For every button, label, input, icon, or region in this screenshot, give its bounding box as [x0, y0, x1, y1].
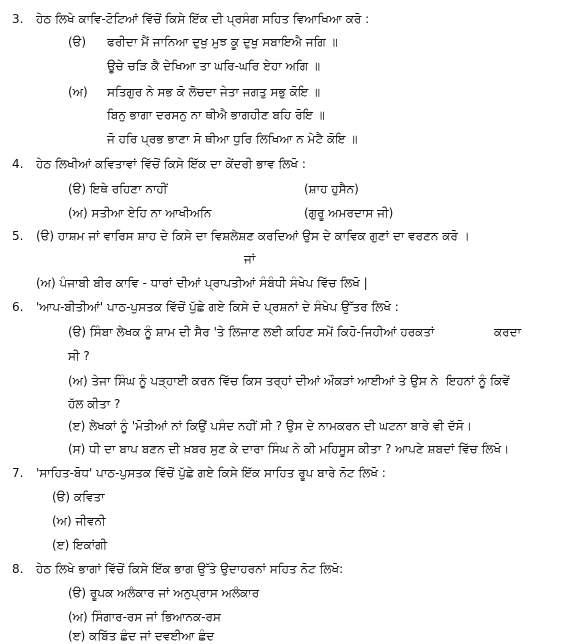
q4-a-author: (ਸ਼ਾਹ ਹੁਸੈਨ)	[304, 182, 359, 196]
q5-number: 5.	[12, 229, 24, 243]
q6-b-line-1-end: ਇਹਨਾਂ ਨੂੰ ਕਿਵੇਂ	[446, 374, 510, 388]
q8-option-b: (ਅ) ਸਿੰਗਾਰ-ਰਸ ਜਾਂ ਭਿਆਨਕ-ਰਸ	[68, 610, 221, 624]
q4-b-author: (ਗੁਰੂ ਅਮਰਦਾਸ ਜੀ)	[304, 206, 394, 220]
q6-d-line: (ਸ) ਧੀ ਦਾ ਬਾਪ ਬਣਨ ਦੀ ਖ਼ਬਰ ਸੁਣ ਕੇ ਦਾਰਾ ਸਿੰਘ ਨੇ ਕੀ ਮਹਿਸੂਸ ਕੀਤਾ ? ਆਪਣੇ ਸ਼ਬਦਾਂ ਵਿੱਚ ਲਿਖੋ।	[68, 442, 510, 456]
q4-a-title: (ੳ) ਇਥੇ ਰਹਿਣਾ ਨਾਹੀਂ	[68, 182, 168, 196]
q8-number: 8.	[12, 562, 24, 576]
q6-a-line-2: ਸੀ ?	[68, 349, 90, 363]
q3-a-verse-line-1: ਫਰੀਦਾ ਮੈਂ ਜਾਨਿਆ ਦੁਖੁ ਮੁਝ ਕੂ ਦੁਖੁ ਸਬਾਇਐ ਜਗਿ ॥	[107, 35, 338, 49]
q3-number: 3.	[12, 12, 24, 26]
q6-b-line-1: (ਅ) ਤੇਜਾ ਸਿੰਘ ਨੂੰ ਪੜ੍ਹਾਈ ਕਰਨ ਵਿੱਚ ਕਿਸ ਤਰ੍ਹਾਂ ਦੀਆਂ ਔਕੜਾਂ ਆਈਆਂ ਤੇ ਉਸ ਨੇ	[68, 374, 439, 388]
q3-a-verse-line-2: ਊਚੇ ਚੜਿ ਕੈ ਦੇਖਿਆ ਤਾ ਘਰਿ-ਘਰਿ ਏਹਾ ਅਗਿ ॥	[107, 59, 321, 73]
q3-b-marker: (ਅ)	[68, 85, 88, 99]
q7-number: 7.	[12, 466, 24, 480]
q6-a-line-1: (ੳ) ਸਿੰਬਾ ਲੇਖਕ ਨੂੰ ਸ਼ਾਮ ਦੀ ਸੈਰ 'ਤੇ ਲਿਜਾਣ ਲਈ ਕਹਿਣ ਸਮੇਂ ਕਿਹੋ-ਜਿਹੀਆਂ ਹਰਕਤਾਂ	[68, 325, 435, 339]
q5-option-b: (ਅ) ਪੰਜਾਬੀ ਬੀਰ ਕਾਵਿ - ਧਾਰਾਂ ਦੀਆਂ ਪ੍ਰਾਪਤੀਆਂ ਸੰਬੰਧੀ ਸੰਖੇਪ ਵਿੱਚ ਲਿਖੋ |	[36, 276, 368, 290]
q3-b-verse-line-1: ਸਤਿਗੁਰ ਨੇ ਸਭ ਕੋ ਲੋਚਦਾ ਜੇਤਾ ਜਗਤੁ ਸਭੁ ਕੋਇ ॥	[107, 85, 321, 99]
q7-option-a: (ੳ) ਕਵਿਤਾ	[52, 490, 105, 504]
q6-a-line-1-end: ਕਰਦਾ	[494, 325, 522, 339]
q7-prompt: 'ਸਾਹਿਤ-ਬੋਧ' ਪਾਠ-ਪੁਸਤਕ ਵਿੱਚੋਂ ਪੁੱਛੇ ਗਏ ਕਿਸੇ ਇੱਕ ਸਾਹਿਤ ਰੂਪ ਬਾਰੇ ਨੋਟ ਲਿਖੋ :	[36, 466, 386, 480]
q7-option-c: (ੲ) ਇਕਾਂਗੀ	[52, 538, 108, 552]
q6-c-line: (ੲ) ਲੇਖਕਾਂ ਨੂੰ 'ਮੋਤੀਆਂ ਨਾਂ ਕਿਉਂ ਪਸੰਦ ਨਹੀਂ ਸੀ ? ਉਸ ਦੇ ਨਾਮਕਰਨ ਦੀ ਘਟਨਾ ਬਾਰੇ ਵੀ ਦੱਸੋ।	[68, 419, 472, 433]
q8-option-c: (ੲ) ਕਬਿੱਤ ਛੰਦ ਜਾਂ ਦਵਈਆ ਛੰਦ	[68, 629, 215, 643]
q3-prompt: ਹੇਠ ਲਿਖੇ ਕਾਵਿ-ਟੋਟਿਆਂ ਵਿੱਚੋਂ ਕਿਸੇ ਇੱਕ ਦੀ ਪ੍ਰਸੰਗ ਸਹਿਤ ਵਿਆਖਿਆ ਕਰੋ :	[36, 12, 370, 26]
q4-number: 4.	[12, 157, 24, 171]
q3-a-marker: (ੳ)	[68, 35, 87, 49]
q7-option-b: (ਅ) ਜੀਵਨੀ	[52, 514, 106, 528]
q8-prompt: ਹੇਠ ਲਿਖੇ ਭਾਗਾਂ ਵਿੱਚੋਂ ਕਿਸੇ ਇੱਕ ਭਾਗ ਉੱਤੇ ਉਦਾਹਰਨਾਂ ਸਹਿਤ ਨੋਟ ਲਿਖੋ:	[36, 562, 344, 576]
q5-or-separator: ਜਾਂ	[244, 252, 256, 266]
q6-prompt: 'ਆਪ-ਬੀਤੀਆਂ' ਪਾਠ-ਪੁਸਤਕ ਵਿੱਚੋਂ ਪੁੱਛੇ ਗਏ ਕਿਸੇ ਦੋ ਪ੍ਰਸ਼ਨਾਂ ਦੇ ਸੰਖੇਪ ਉੱਤਰ ਲਿਖੋ :	[36, 300, 399, 314]
q3-b-verse-line-3: ਜੋ ਹਰਿ ਪ੍ਰਭ ਭਾਣਾ ਸੋ ਥੀਆ ਧੁਰਿ ਲਿਖਿਆ ਨ ਮੇਟੈ ਕੋਇ ॥	[107, 132, 358, 146]
q4-b-title: (ਅ) ਸਤੀਆ ਏਹਿ ਨਾ ਆਖੀਅਨਿ	[68, 206, 212, 220]
q6-b-line-2: ਹੱਲ ਕੀਤਾ ?	[68, 397, 121, 411]
q8-option-a: (ੳ) ਰੂਪਕ ਅਲੰਕਾਰ ਜਾਂ ਅਨੁਪ੍ਰਾਸ ਅਲੰਕਾਰ	[68, 586, 260, 600]
q3-b-verse-line-2: ਬਿਨੁ ਭਾਗਾ ਦਰਸਨੁ ਨਾ ਥੀਐ ਭਾਗਹੀਣ ਬਹਿ ਰੋਇ ॥	[107, 108, 325, 122]
q6-number: 6.	[12, 300, 24, 314]
q4-prompt: ਹੇਠ ਲਿਖੀਆਂ ਕਵਿਤਾਵਾਂ ਵਿੱਚੋਂ ਕਿਸੇ ਇੱਕ ਦਾ ਕੇਂਦਰੀ ਭਾਵ ਲਿਖੋ :	[36, 157, 306, 171]
q5-option-a: (ੳ) ਹਾਸ਼ਮ ਜਾਂ ਵਾਰਿਸ ਸ਼ਾਹ ਦੇ ਕਿਸੇ ਦਾ ਵਿਸ਼ਲੇਸ਼ਣ ਕਰਦਿਆਂ ਉਸ ਦੇ ਕਾਵਿਕ ਗੁਣਾਂ ਦਾ ਵਰਣਨ ਕਰੋ ।	[36, 229, 470, 243]
